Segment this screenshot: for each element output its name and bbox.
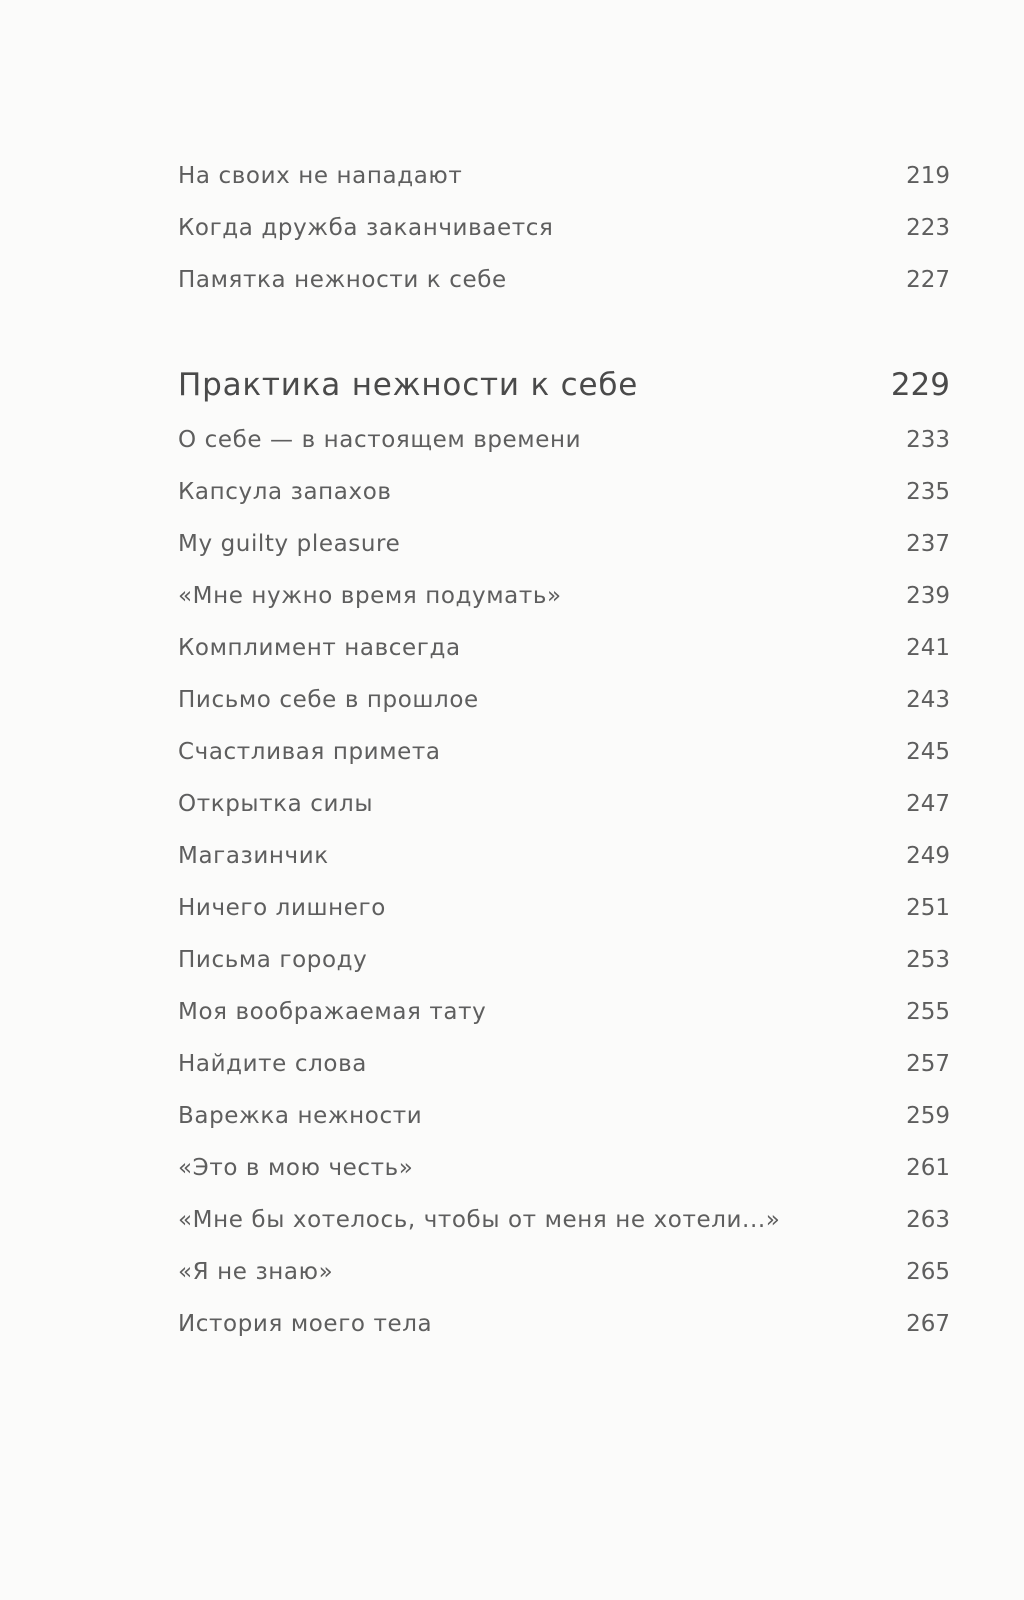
toc-entry-title: Найдите слова <box>178 1051 367 1077</box>
toc-entry-title: Когда дружба заканчивается <box>178 215 554 241</box>
toc-entry-title: «Я не знаю» <box>178 1259 334 1285</box>
toc-entry-title: На своих не нападают <box>178 163 463 189</box>
toc-entry-page-number: 265 <box>906 1259 950 1285</box>
table-of-contents <box>178 150 950 1350</box>
toc-entry-page-number: 233 <box>906 427 950 453</box>
toc-entry <box>178 1090 950 1142</box>
toc-entry-title: О себе — в настоящем времени <box>178 427 582 453</box>
toc-entry <box>178 1142 950 1194</box>
section-heading <box>178 356 950 414</box>
toc-entry-page-number: 235 <box>906 479 950 505</box>
toc-entry <box>178 986 950 1038</box>
toc-entry-title: «Это в мою честь» <box>178 1155 414 1181</box>
toc-entry-page-number: 251 <box>906 895 950 921</box>
toc-entry-title: «Мне нужно время подумать» <box>178 583 562 609</box>
toc-entry-title: Капсула запахов <box>178 479 392 505</box>
toc-entry-title: Письма городу <box>178 947 368 973</box>
toc-entry <box>178 726 950 778</box>
toc-entry-page-number: 243 <box>906 687 950 713</box>
section-heading-title: Практика нежности к себе <box>178 367 639 403</box>
toc-entry-page-number: 219 <box>906 163 950 189</box>
toc-entry-title: Варежка нежности <box>178 1103 423 1129</box>
toc-entry-title: История моего тела <box>178 1311 433 1337</box>
toc-entry-title: Письмо себе в прошлое <box>178 687 479 713</box>
toc-entry-page-number: 259 <box>906 1103 950 1129</box>
toc-entry-page-number: 245 <box>906 739 950 765</box>
toc-entry-title: My guilty pleasure <box>178 531 401 557</box>
toc-entry <box>178 622 950 674</box>
toc-entry <box>178 1298 950 1350</box>
toc-entry <box>178 570 950 622</box>
toc-entry <box>178 674 950 726</box>
toc-entry-title: Моя воображаемая тату <box>178 999 487 1025</box>
toc-entry-title: Счастливая примета <box>178 739 441 765</box>
section-spacer <box>178 306 950 356</box>
toc-entry <box>178 830 950 882</box>
toc-entry <box>178 414 950 466</box>
toc-entry-page-number: 249 <box>906 843 950 869</box>
toc-entry <box>178 466 950 518</box>
toc-entry-page-number: 237 <box>906 531 950 557</box>
toc-entry-title: Комплимент навсегда <box>178 635 461 661</box>
toc-entry-title: Памятка нежности к себе <box>178 267 507 293</box>
toc-entry <box>178 254 950 306</box>
toc-entry <box>178 1246 950 1298</box>
toc-entries-before-section <box>178 150 950 306</box>
toc-entry <box>178 518 950 570</box>
toc-entry-page-number: 263 <box>906 1207 950 1233</box>
toc-entry-page-number: 247 <box>906 791 950 817</box>
toc-entry-title: Открытка силы <box>178 791 374 817</box>
section-heading-page-number: 229 <box>890 367 950 403</box>
toc-entry-page-number: 255 <box>906 999 950 1025</box>
toc-entries-in-section <box>178 414 950 1350</box>
toc-entry <box>178 778 950 830</box>
toc-entry-page-number: 261 <box>906 1155 950 1181</box>
toc-entry-page-number: 267 <box>906 1311 950 1337</box>
toc-entry <box>178 202 950 254</box>
toc-entry-page-number: 241 <box>906 635 950 661</box>
toc-entry <box>178 150 950 202</box>
toc-entry-title: Ничего лишнего <box>178 895 386 921</box>
toc-entry-page-number: 257 <box>906 1051 950 1077</box>
toc-entry-page-number: 223 <box>906 215 950 241</box>
toc-entry <box>178 1194 950 1246</box>
toc-entry-page-number: 253 <box>906 947 950 973</box>
toc-entry-title: «Мне бы хотелось, чтобы от меня не хотели...» <box>178 1207 781 1233</box>
toc-entry <box>178 882 950 934</box>
toc-entry <box>178 1038 950 1090</box>
toc-entry <box>178 934 950 986</box>
toc-entry-title: Магазинчик <box>178 843 329 869</box>
toc-entry-page-number: 239 <box>906 583 950 609</box>
toc-entry-page-number: 227 <box>906 267 950 293</box>
